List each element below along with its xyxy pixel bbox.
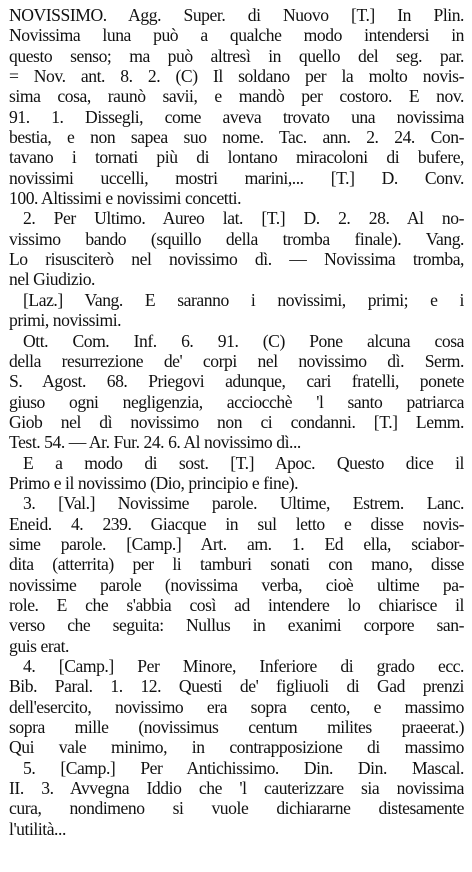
entry-text-line: Bib. Paral. 1. 12. Questi de' figliuoli di Gad prenzi (9, 676, 464, 697)
entry-text-line: questo senso; ma può altresì in quello del seg. par. (9, 45, 464, 66)
entry-text-line: novissimi uccelli, mostri marini,... [T.] D. Conv. (9, 167, 464, 188)
entry-text-line: 91. 1. Dissegli, come aveva trovato una novissima (9, 106, 464, 127)
entry-text-line: della resurrezione de' corpi nel novissimo dì. Serm. (9, 350, 464, 371)
entry-text-line: [Laz.] Vang. E saranno i novissimi, primi; e i (23, 289, 464, 310)
entry-text-line: primi, novissimi. (9, 310, 122, 331)
entry-text-line: 5. [Camp.] Per Antichissimo. Din. Din. Mascal. (23, 757, 464, 778)
entry-text-line: novissime parole (novissima verba, cioè ultime pa- (9, 574, 464, 595)
entry-text-line: vissimo bando (squillo della tromba finale). Vang. (9, 228, 464, 249)
entry-text-line: sopra mille (novissimus centum milites praeerat.) (9, 717, 464, 738)
entry-text-line: = Nov. ant. 8. 2. (C) Il soldano per la molto novis- (9, 66, 464, 87)
entry-text-line: 4. [Camp.] Per Minore, Inferiore di grado ecc. (23, 656, 464, 676)
entry-text-line: NOVISSIMO. Agg. Super. di Nuovo [T.] In Plin. (9, 5, 464, 25)
entry-text-line: tavano i tornati più di lontano miracoloni di bufere, (9, 147, 464, 168)
entry-text-line: II. 3. Avvegna Iddio che 'l cauterizzare sia novissima (9, 778, 464, 799)
entry-text-line: S. Agost. 68. Priegovi adunque, cari fratelli, ponete (9, 371, 464, 392)
entry-text-line: dell'esercito, novissimo era sopra cento, e massimo (9, 696, 464, 717)
entry-text-line: bestia, e non sapea suo nome. Tac. ann. 2. 24. Con- (9, 127, 464, 148)
entry-text-line: 2. Per Ultimo. Aureo lat. [T.] D. 2. 28. Al no- (23, 208, 464, 229)
entry-text-line: sima cosa, raunò savii, e mandò per costoro. E nov. (9, 86, 464, 107)
entry-text-line: giuso ogni negligenzia, acciocchè 'l santo patriarca (9, 391, 464, 412)
entry-text-line: l'utilità... (9, 818, 66, 839)
entry-text-line: 100. Altissimi e novissimi concetti. (9, 188, 242, 209)
entry-text-line: nel Giudizio. (9, 269, 96, 290)
entry-text-line: dita (atterrita) per li tamburi sonati con mano, disse (9, 554, 464, 575)
entry-text-line: guis erat. (9, 635, 69, 656)
entry-text-line: sime parole. [Camp.] Art. am. 1. Ed ella, sciabor- (9, 533, 464, 554)
entry-text-line: Lo risusciterò nel novissimo dì. — Novissima tromba, (9, 249, 464, 270)
entry-text-line: Eneid. 4. 239. Giacque in sul letto e disse novis- (9, 513, 464, 534)
entry-body (9, 5, 464, 839)
entry-text-line: Ott. Com. Inf. 6. 91. (C) Pone alcuna cosa (23, 330, 464, 351)
entry-text-line: E a modo di sost. [T.] Apoc. Questo dice il (23, 452, 464, 473)
entry-text-line: Test. 54. — Ar. Fur. 24. 6. Al novissimo dì... (9, 432, 301, 453)
entry-text-line: Qui vale minimo, in contrapposizione di massimo (9, 737, 464, 758)
entry-text-line: Primo e il novissimo (Dio, principio e fine). (9, 472, 299, 493)
entry-text-line: verso che seguita: Nullus in exanimi corpore san- (9, 615, 464, 636)
entry-text-line: role. E che s'abbia così ad intendere lo chiarisce il (9, 594, 464, 615)
entry-text-line: cura, nondimeno si vuole dichiararne distesamente (9, 798, 464, 819)
entry-text-line: Giob nel dì novissimo non ci condanni. [T.] Lemm. (9, 411, 464, 432)
entry-text-line: Novissima luna può a qualche modo intendersi in (9, 25, 464, 46)
entry-text-line: 3. [Val.] Novissime parole. Ultime, Estrem. Lanc. (23, 493, 464, 514)
